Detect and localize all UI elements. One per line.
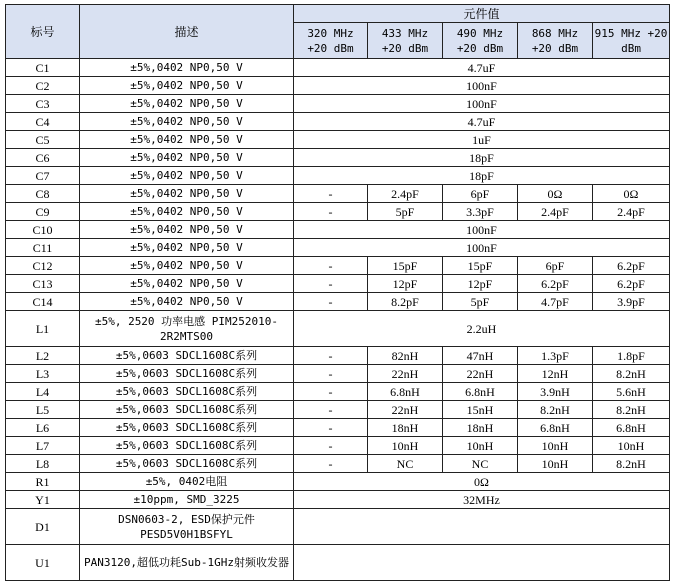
cell-value: 10nH xyxy=(368,437,443,455)
table-row xyxy=(6,257,670,275)
cell-value-merged xyxy=(294,545,670,581)
cell-value: 12pF xyxy=(443,275,518,293)
table-row xyxy=(6,455,670,473)
cell-desc: ±5%,0603 SDCL1608C系列 xyxy=(80,455,294,473)
cell-value: 8.2nH xyxy=(593,401,670,419)
cell-ref: L6 xyxy=(6,419,80,437)
cell-ref: C1 xyxy=(6,59,80,77)
bom-body xyxy=(6,59,670,581)
cell-value: 12pF xyxy=(368,275,443,293)
cell-value: 1.8pF xyxy=(593,347,670,365)
table-row xyxy=(6,149,670,167)
cell-value: 18nH xyxy=(368,419,443,437)
table-row xyxy=(6,437,670,455)
cell-ref: L7 xyxy=(6,437,80,455)
cell-desc: ±5%,0402 NP0,50 V xyxy=(80,113,294,131)
table-row xyxy=(6,167,670,185)
cell-value: 15pF xyxy=(443,257,518,275)
cell-desc: ±5%,0402 NP0,50 V xyxy=(80,293,294,311)
cell-ref: L1 xyxy=(6,311,80,347)
cell-value: 2.4pF xyxy=(593,203,670,221)
cell-ref: L3 xyxy=(6,365,80,383)
cell-value: 15pF xyxy=(368,257,443,275)
header-freq: 433 MHz +20 dBm xyxy=(368,23,443,59)
cell-desc: ±5%,0402 NP0,50 V xyxy=(80,149,294,167)
cell-value-merged: 4.7uF xyxy=(294,59,670,77)
cell-ref: C2 xyxy=(6,77,80,95)
cell-desc: ±5%,0402 NP0,50 V xyxy=(80,239,294,257)
cell-ref: L4 xyxy=(6,383,80,401)
table-row xyxy=(6,419,670,437)
cell-desc: ±5%,0603 SDCL1608C系列 xyxy=(80,419,294,437)
cell-desc: ±5%,0402 NP0,50 V xyxy=(80,59,294,77)
cell-ref: C6 xyxy=(6,149,80,167)
cell-value: - xyxy=(294,185,368,203)
cell-value: 6.2pF xyxy=(593,257,670,275)
cell-ref: D1 xyxy=(6,509,80,545)
header-desc: 描述 xyxy=(80,5,294,59)
cell-value-merged: 100nF xyxy=(294,221,670,239)
cell-value: - xyxy=(294,365,368,383)
table-row xyxy=(6,545,670,581)
cell-desc: ±5%,0402 NP0,50 V xyxy=(80,275,294,293)
cell-ref: C8 xyxy=(6,185,80,203)
cell-value: 4.7pF xyxy=(518,293,593,311)
cell-value: 1.3pF xyxy=(518,347,593,365)
cell-value-merged: 1uF xyxy=(294,131,670,149)
cell-ref: C4 xyxy=(6,113,80,131)
cell-ref: C7 xyxy=(6,167,80,185)
cell-value: 12nH xyxy=(518,365,593,383)
cell-value: 6.8nH xyxy=(443,383,518,401)
cell-value: 6.8nH xyxy=(518,419,593,437)
cell-value: 6.8nH xyxy=(593,419,670,437)
cell-desc: ±5%,0402 NP0,50 V xyxy=(80,221,294,239)
cell-desc: ±5%,0402 NP0,50 V xyxy=(80,95,294,113)
table-row xyxy=(6,203,670,221)
header-freq: 490 MHz +20 dBm xyxy=(443,23,518,59)
cell-value: 8.2nH xyxy=(518,401,593,419)
cell-ref: C9 xyxy=(6,203,80,221)
table-row xyxy=(6,473,670,491)
cell-value-merged: 100nF xyxy=(294,77,670,95)
cell-ref: L2 xyxy=(6,347,80,365)
header-freq: 320 MHz +20 dBm xyxy=(294,23,368,59)
cell-value: 47nH xyxy=(443,347,518,365)
table-row xyxy=(6,185,670,203)
table-row xyxy=(6,239,670,257)
cell-value-merged: 18pF xyxy=(294,149,670,167)
cell-value: 6.2pF xyxy=(593,275,670,293)
table-row xyxy=(6,95,670,113)
cell-ref: C12 xyxy=(6,257,80,275)
cell-desc: ±5%, 2520 功率电感 PIM252010-2R2MTS00 xyxy=(80,311,294,347)
cell-value: - xyxy=(294,257,368,275)
cell-value-merged: 0Ω xyxy=(294,473,670,491)
cell-value: NC xyxy=(443,455,518,473)
cell-value-merged: 100nF xyxy=(294,95,670,113)
cell-ref: C13 xyxy=(6,275,80,293)
cell-value: 2.4pF xyxy=(518,203,593,221)
cell-desc: ±5%,0603 SDCL1608C系列 xyxy=(80,383,294,401)
table-row xyxy=(6,365,670,383)
table-row xyxy=(6,77,670,95)
cell-value: - xyxy=(294,347,368,365)
cell-value: 22nH xyxy=(443,365,518,383)
cell-ref: C3 xyxy=(6,95,80,113)
cell-value: 8.2nH xyxy=(593,455,670,473)
header-ref: 标号 xyxy=(6,5,80,59)
cell-value-merged xyxy=(294,509,670,545)
cell-value: - xyxy=(294,293,368,311)
table-row xyxy=(6,131,670,149)
cell-value: 5.6nH xyxy=(593,383,670,401)
cell-value-merged: 100nF xyxy=(294,239,670,257)
cell-value: 3.9pF xyxy=(593,293,670,311)
cell-value: 6pF xyxy=(518,257,593,275)
cell-value: 22nH xyxy=(368,365,443,383)
table-row xyxy=(6,401,670,419)
header-freq: 915 MHz +20 dBm xyxy=(593,23,670,59)
cell-desc: ±5%, 0402电阻 xyxy=(80,473,294,491)
cell-value: 6.2pF xyxy=(518,275,593,293)
header-freq: 868 MHz +20 dBm xyxy=(518,23,593,59)
cell-value: 3.9nH xyxy=(518,383,593,401)
cell-desc: ±5%,0402 NP0,50 V xyxy=(80,185,294,203)
cell-ref: C10 xyxy=(6,221,80,239)
table-row xyxy=(6,275,670,293)
cell-desc: ±5%,0402 NP0,50 V xyxy=(80,131,294,149)
cell-value: 10nH xyxy=(443,437,518,455)
header-values: 元件值 xyxy=(294,5,670,23)
cell-ref: L8 xyxy=(6,455,80,473)
cell-desc: ±5%,0402 NP0,50 V xyxy=(80,257,294,275)
bom-table xyxy=(5,4,670,581)
cell-value: 10nH xyxy=(593,437,670,455)
cell-desc: ±5%,0603 SDCL1608C系列 xyxy=(80,365,294,383)
table-row xyxy=(6,221,670,239)
table-row xyxy=(6,293,670,311)
cell-value: - xyxy=(294,401,368,419)
cell-value: 6pF xyxy=(443,185,518,203)
cell-value: 8.2pF xyxy=(368,293,443,311)
cell-value: 0Ω xyxy=(593,185,670,203)
cell-value: - xyxy=(294,437,368,455)
cell-desc: ±5%,0402 NP0,50 V xyxy=(80,203,294,221)
cell-value: - xyxy=(294,275,368,293)
cell-value: - xyxy=(294,455,368,473)
cell-ref: L5 xyxy=(6,401,80,419)
cell-value: - xyxy=(294,383,368,401)
table-row xyxy=(6,311,670,347)
table-row xyxy=(6,347,670,365)
cell-value: 6.8nH xyxy=(368,383,443,401)
cell-value: 2.4pF xyxy=(368,185,443,203)
cell-value: 15nH xyxy=(443,401,518,419)
cell-desc: PAN3120,超低功耗Sub-1GHz射频收发器 xyxy=(80,545,294,581)
cell-value-merged: 32MHz xyxy=(294,491,670,509)
cell-ref: C14 xyxy=(6,293,80,311)
cell-desc: ±5%,0402 NP0,50 V xyxy=(80,167,294,185)
cell-value: 18nH xyxy=(443,419,518,437)
cell-value: 10nH xyxy=(518,437,593,455)
cell-desc: ±10ppm, SMD_3225 xyxy=(80,491,294,509)
cell-ref: C5 xyxy=(6,131,80,149)
cell-value: 8.2nH xyxy=(593,365,670,383)
cell-ref: Y1 xyxy=(6,491,80,509)
cell-value: 22nH xyxy=(368,401,443,419)
cell-ref: C11 xyxy=(6,239,80,257)
cell-desc: DSN0603-2, ESD保护元件 PESD5V0H1BSFYL xyxy=(80,509,294,545)
table-row xyxy=(6,383,670,401)
cell-value-merged: 2.2uH xyxy=(294,311,670,347)
cell-desc: ±5%,0603 SDCL1608C系列 xyxy=(80,437,294,455)
header-row-top xyxy=(6,5,670,23)
cell-desc: ±5%,0603 SDCL1608C系列 xyxy=(80,401,294,419)
cell-value: 82nH xyxy=(368,347,443,365)
cell-value: 0Ω xyxy=(518,185,593,203)
cell-value: - xyxy=(294,203,368,221)
cell-value: 5pF xyxy=(443,293,518,311)
cell-value: 5pF xyxy=(368,203,443,221)
cell-ref: R1 xyxy=(6,473,80,491)
cell-value-merged: 18pF xyxy=(294,167,670,185)
table-row xyxy=(6,491,670,509)
cell-ref: U1 xyxy=(6,545,80,581)
cell-desc: ±5%,0402 NP0,50 V xyxy=(80,77,294,95)
table-row xyxy=(6,59,670,77)
cell-value: 10nH xyxy=(518,455,593,473)
cell-value: 3.3pF xyxy=(443,203,518,221)
table-row xyxy=(6,509,670,545)
table-row xyxy=(6,113,670,131)
cell-value-merged: 4.7uF xyxy=(294,113,670,131)
cell-value: NC xyxy=(368,455,443,473)
cell-value: - xyxy=(294,419,368,437)
cell-desc: ±5%,0603 SDCL1608C系列 xyxy=(80,347,294,365)
